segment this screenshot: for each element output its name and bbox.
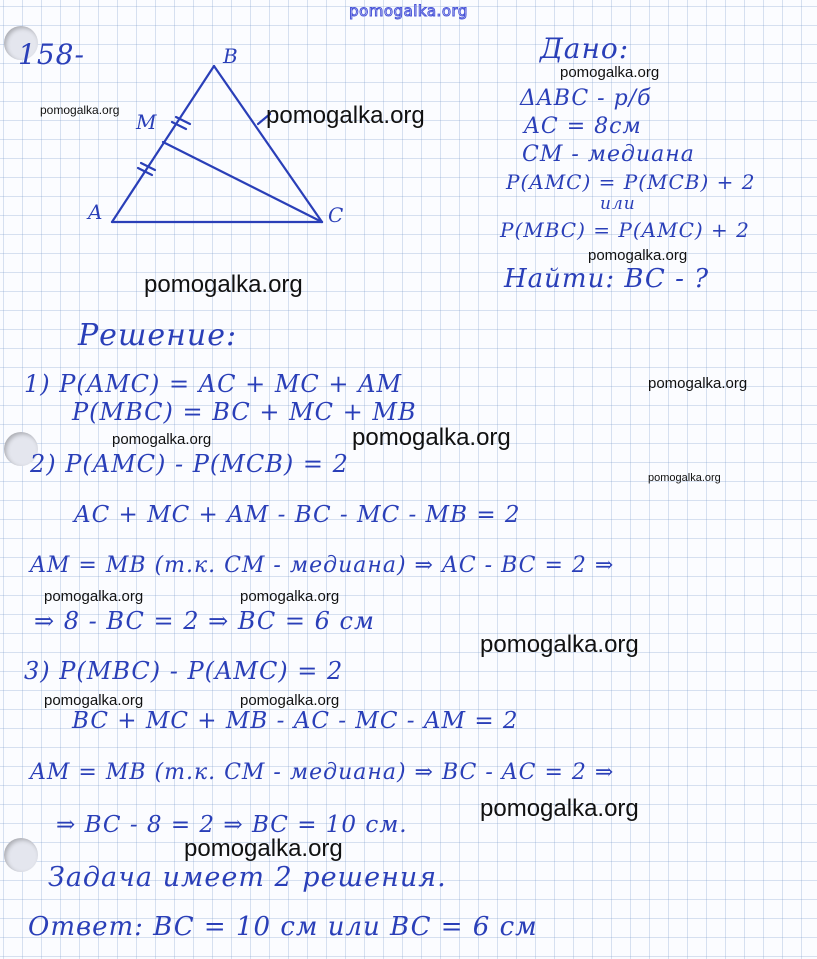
- given-line-4: P(AMC) = P(MCB) + 2: [506, 170, 756, 194]
- watermark: pomogalka.org: [44, 692, 144, 709]
- solution-line-3: 2) P(AMC) - P(MCB) = 2: [30, 450, 349, 478]
- side-bc: [214, 66, 322, 222]
- given-heading: Дано:: [540, 32, 630, 65]
- watermark: pomogalka.org: [648, 472, 721, 484]
- watermark: pomogalka.org: [40, 103, 120, 117]
- solution-line-2: P(MBC) = BC + MC + MB: [72, 398, 417, 426]
- watermark: pomogalka.org: [144, 271, 303, 298]
- watermark: pomogalka.org: [44, 588, 144, 605]
- problem-number: 158-: [18, 38, 85, 71]
- vertex-label-m: M: [136, 110, 158, 134]
- solution-line-5: AM = MB (т.к. CM - медиана) ⇒ AC - BC = 2 ⇒: [30, 553, 615, 578]
- vertex-label-a: A: [88, 200, 104, 224]
- watermark: pomogalka.org: [352, 424, 511, 451]
- top-watermark: pomogalka.org: [349, 2, 468, 20]
- given-line-5: или: [600, 194, 636, 214]
- solution-line-8: BC + MC + MB - AC - MC - AM = 2: [72, 708, 519, 734]
- given-line-2: AC = 8см: [524, 114, 642, 139]
- vertex-label-c: C: [328, 203, 345, 227]
- solution-line-10: ⇒ BC - 8 = 2 ⇒ BC = 10 см.: [56, 812, 408, 838]
- given-line-1: ΔABC - р/б: [520, 86, 652, 111]
- watermark: pomogalka.org: [184, 835, 343, 862]
- solution-line-4: AC + MC + AM - BC - MC - MB = 2: [74, 502, 521, 528]
- solution-line-7: 3) P(MBC) - P(AMC) = 2: [24, 657, 344, 685]
- side-ab: [112, 66, 214, 222]
- given-line-7: Найти: BC - ?: [504, 264, 710, 294]
- watermark: pomogalka.org: [588, 247, 688, 264]
- median-cm: [163, 142, 322, 222]
- solution-heading: Решение:: [78, 318, 238, 353]
- answer-line: Ответ: BC = 10 см или BC = 6 см: [28, 912, 538, 942]
- given-line-6: P(MBC) = P(AMC) + 2: [500, 218, 750, 242]
- watermark: pomogalka.org: [112, 431, 212, 448]
- watermark: pomogalka.org: [480, 631, 639, 658]
- solution-line-6: ⇒ 8 - BC = 2 ⇒ BC = 6 см: [34, 607, 375, 635]
- solution-line-11: Задача имеет 2 решения.: [48, 862, 447, 893]
- watermark: pomogalka.org: [240, 692, 340, 709]
- solution-line-1: 1) P(AMC) = AC + MC + AM: [24, 370, 403, 398]
- solution-line-9: AM = MB (т.к. CM - медиана) ⇒ BC - AC = 2 ⇒: [30, 760, 615, 785]
- watermark: pomogalka.org: [560, 64, 660, 81]
- vertex-label-b: B: [223, 44, 239, 68]
- tick-mark-3: [138, 168, 152, 175]
- given-line-3: CM - медиана: [522, 142, 695, 167]
- watermark: pomogalka.org: [240, 588, 340, 605]
- watermark: pomogalka.org: [480, 795, 639, 822]
- watermark: pomogalka.org: [648, 375, 748, 392]
- watermark: pomogalka.org: [266, 102, 425, 129]
